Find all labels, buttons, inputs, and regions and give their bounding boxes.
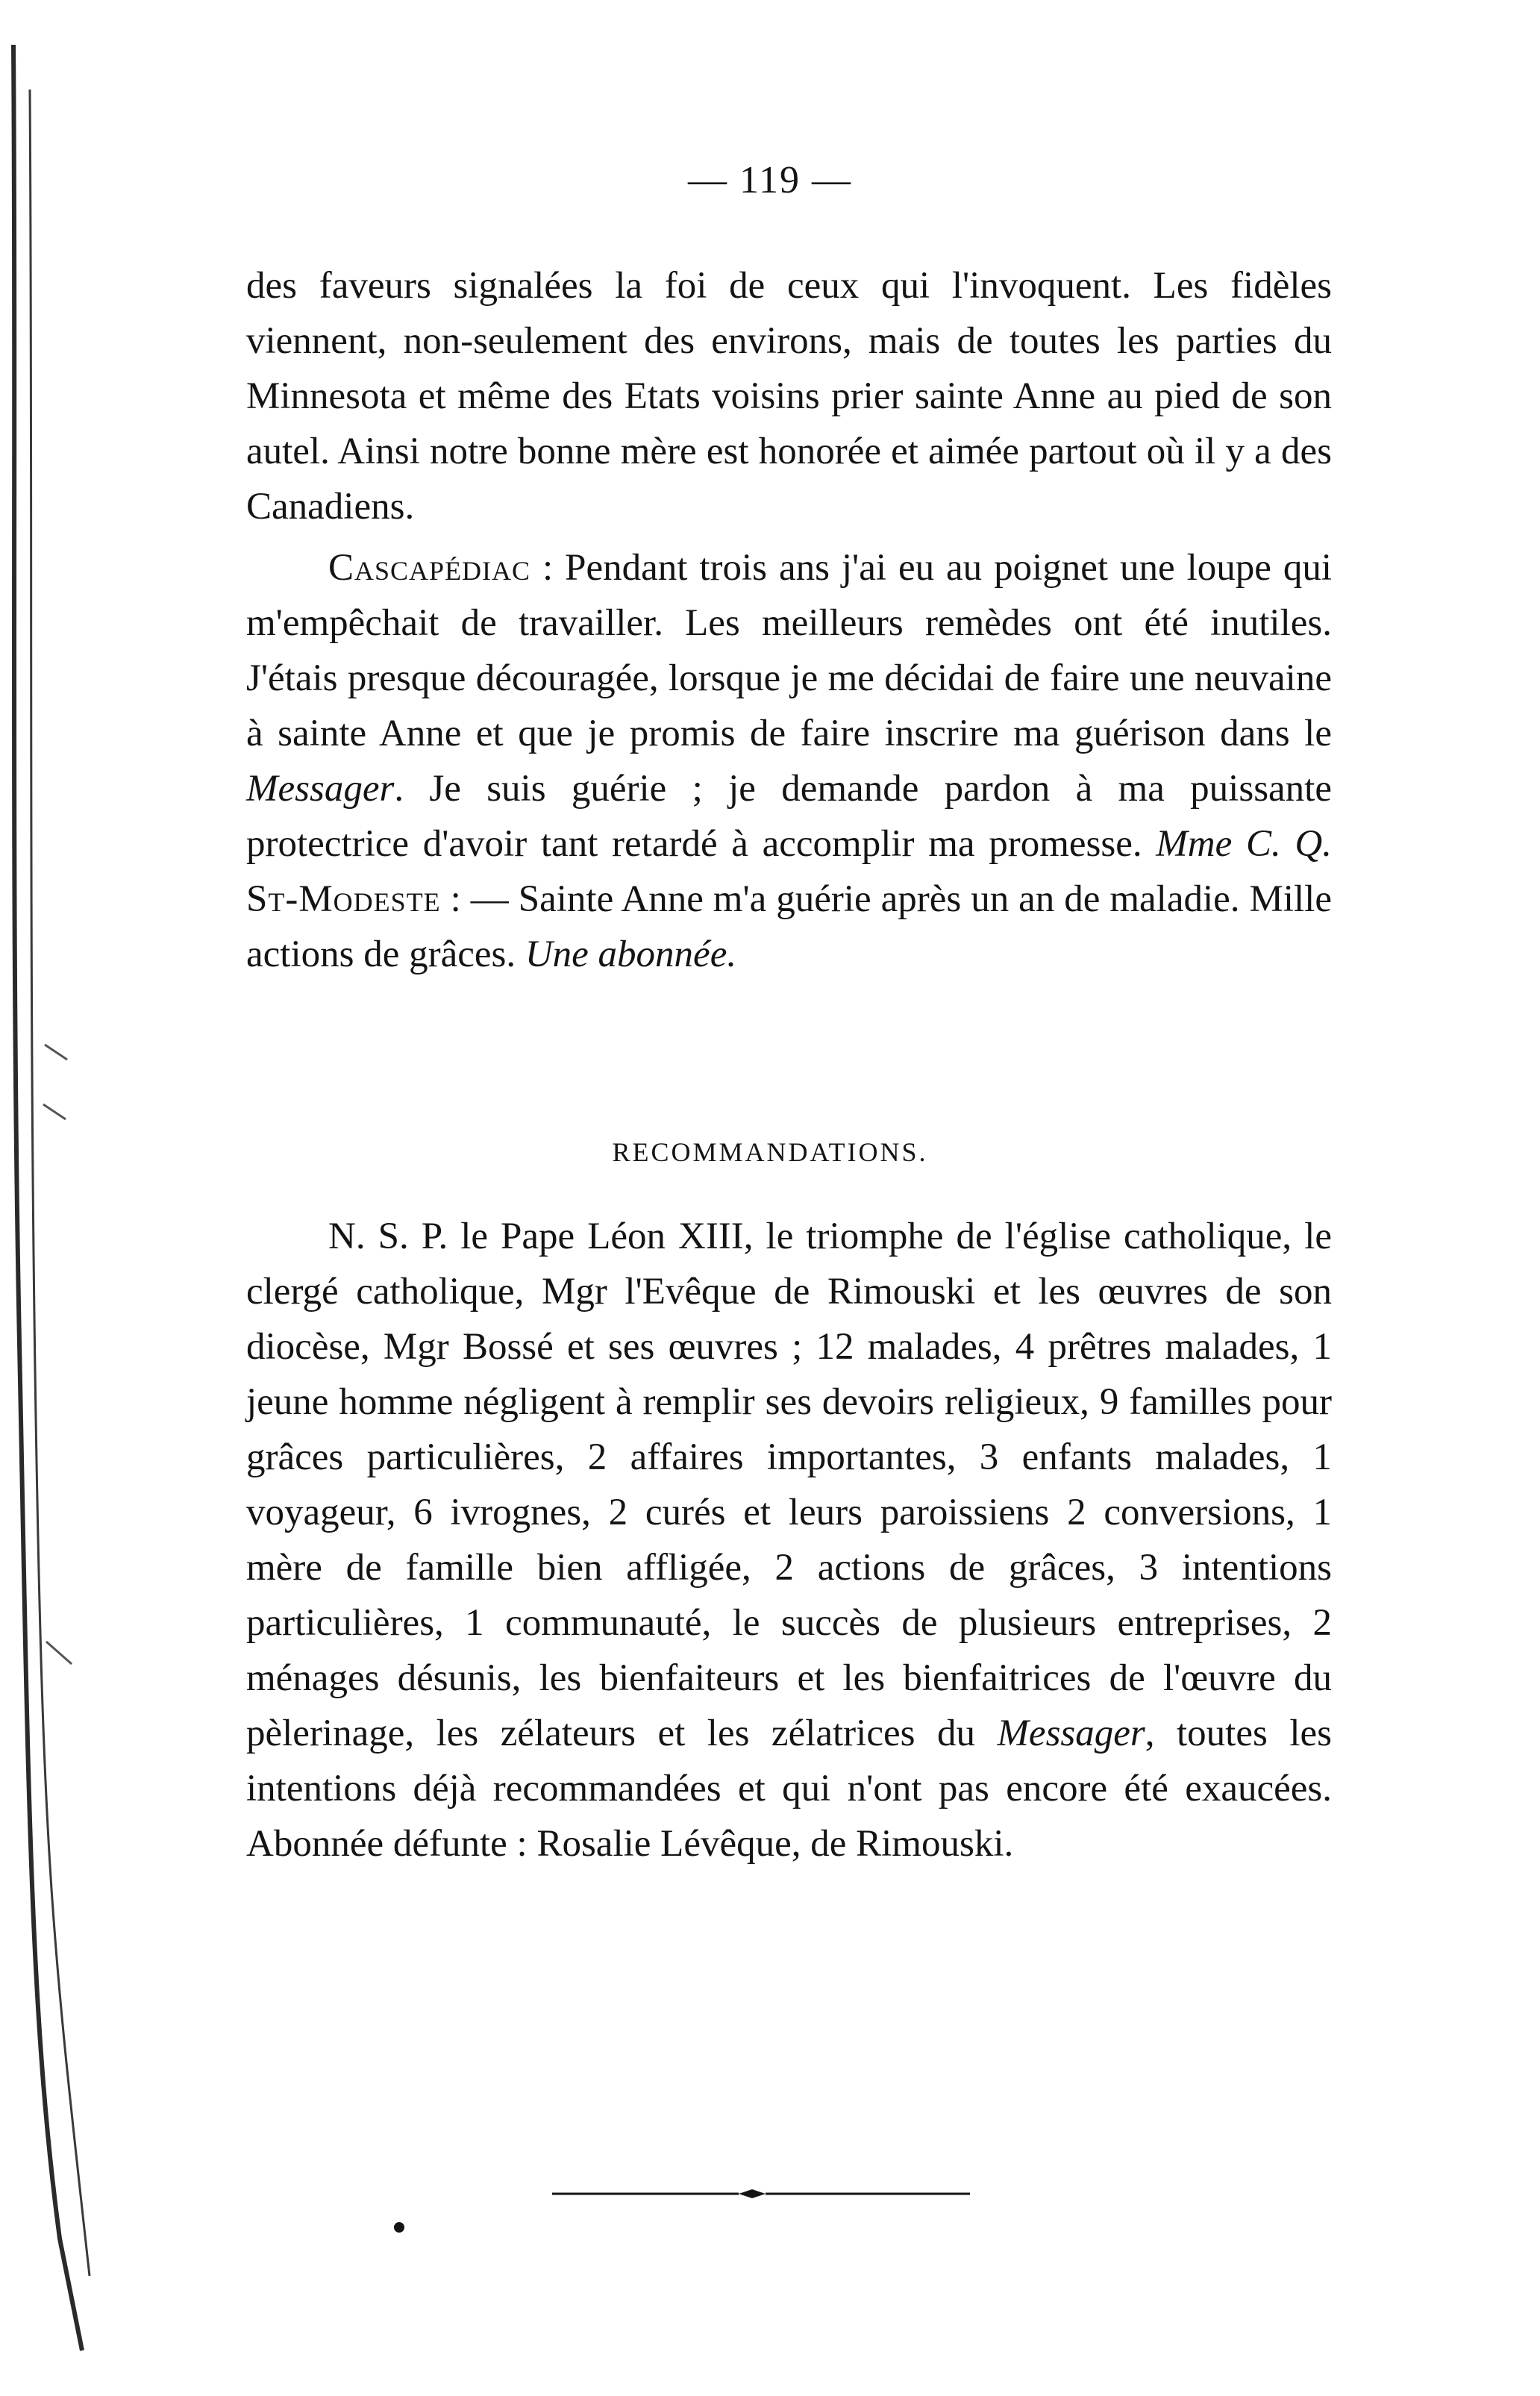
place-name-1: Cascapédiac (328, 547, 531, 589)
journal-title-2: Messager (997, 1712, 1145, 1754)
paragraph-2 (246, 540, 1332, 982)
testimony-text-2: . Je suis guérie ; je demande pardon à ma puissante protectrice d'avoir tant retardé à accomplir ma promesse. (246, 768, 1332, 865)
page-number: — 119 — (687, 159, 853, 201)
ink-dot (394, 2222, 404, 2233)
binding-edge (0, 0, 119, 2396)
ornamental-rule (552, 2186, 970, 2201)
section-heading: RECOMMANDATIONS. (612, 1137, 928, 1167)
signature-2: Une abonnée. (525, 933, 737, 975)
place-name-2: St-Modeste (246, 878, 441, 920)
journal-title: Messager (246, 768, 395, 810)
paragraph-1: des faveurs signalées la foi de ceux qui l'invoquent. Les fidèles viennent, non-seulement des environs, mais de toutes les parties du Minnesota et même des Etats voisins prier sainte Anne au pied de son autel. Ainsi notre bonne mère est honorée et aimée partout où il y a des Canadiens. (246, 265, 1332, 528)
paragraph-continuation (246, 258, 1332, 534)
testimony-block (246, 540, 1332, 982)
signature-1: Mme C. Q. (1156, 823, 1332, 865)
testimony-text-3: : — Sainte Anne m'a guérie après un an de maladie. Mille actions de grâces. (246, 878, 1332, 975)
testimony-text-1: : Pendant trois ans j'ai eu au poignet une loupe qui m'empêchait de travailler. Les meilleurs remèdes ont été inutiles. J'étais presque découragée, lorsque je me décidai de faire une neuvaine à sainte Anne et que je promis de faire inscrire ma guérison dans le (246, 547, 1332, 754)
recommendations-block (246, 1209, 1332, 1871)
recommendations-end: , toutes les intentions déjà recommandées et qui n'ont pas encore été exaucées. Abonnée défunte : Rosalie Lévêque, de Rimouski. (246, 1712, 1332, 1865)
recommendations-text: N. S. P. le Pape Léon XIII, le triomphe de l'église catholique, le clergé catholique, Mgr l'Evêque de Rimouski et les œuvres de son diocèse, Mgr Bossé et ses œuvres ; 12 malades, 4 prêtres malades, 1 jeune homme négligent à remplir ses devoirs religieux, 9 familles pour grâces particulières, 2 affaires importantes, 3 enfants malades, 1 voyageur, 6 ivrognes, 2 curés et leurs paroissiens 2 conversions, 1 mère de famille bien affligée, 2 actions de grâces, 3 intentions particulières, 1 communauté, le succès de plusieurs entreprises, 2 ménages désunis, les bienfaiteurs et les bienfaitrices de l'œuvre du pèlerinage, les zélateurs et les zélatrices du (246, 1216, 1332, 1754)
paragraph-3 (246, 1209, 1332, 1871)
